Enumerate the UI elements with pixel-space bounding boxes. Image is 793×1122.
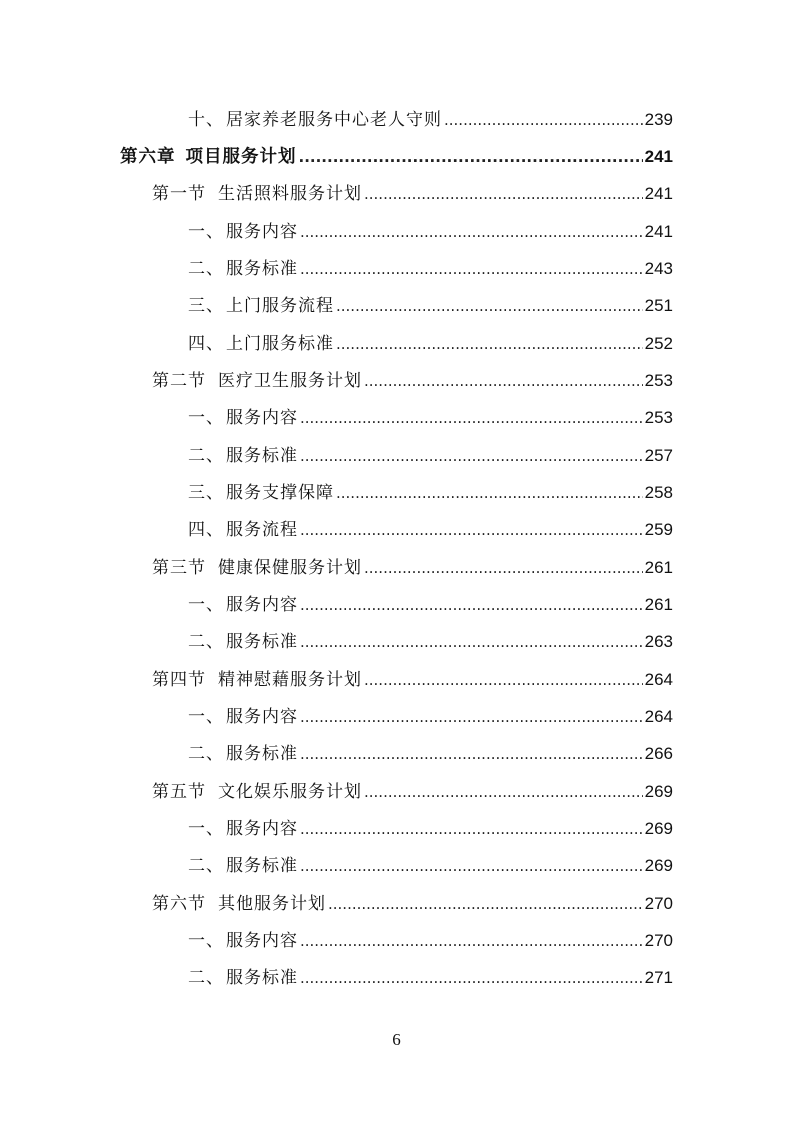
toc-entry-page: 270 bbox=[644, 894, 673, 913]
toc-entry-title: 服务内容 bbox=[226, 707, 298, 727]
toc-entry-page: 243 bbox=[644, 259, 673, 278]
toc-entry-item[interactable] bbox=[188, 627, 673, 657]
toc-entry-page: 261 bbox=[644, 595, 673, 614]
toc-entry-section[interactable] bbox=[152, 665, 673, 695]
toc-entry-title: 服务内容 bbox=[226, 595, 298, 615]
toc-entry-prefix: 第六节 bbox=[152, 894, 206, 914]
toc-entry-page: 241 bbox=[644, 147, 673, 166]
toc-entry-prefix: 二、 bbox=[188, 744, 224, 764]
toc-entry-title: 上门服务流程 bbox=[226, 296, 334, 316]
toc-entry-prefix: 一、 bbox=[188, 222, 224, 242]
toc-entry-section[interactable] bbox=[152, 553, 673, 583]
toc-dot-leader bbox=[364, 179, 643, 209]
toc-dot-leader bbox=[300, 217, 643, 247]
toc-entry-item[interactable] bbox=[188, 926, 673, 956]
toc-dot-leader bbox=[300, 814, 643, 844]
toc-entry-title: 精神慰藉服务计划 bbox=[218, 670, 362, 690]
toc-entry-title: 服务标准 bbox=[226, 259, 298, 279]
toc-dot-leader bbox=[300, 851, 643, 881]
toc-entry-title: 服务流程 bbox=[226, 520, 298, 540]
toc-entry-prefix: 第六章 bbox=[120, 147, 176, 167]
toc-entry-page: 252 bbox=[644, 334, 673, 353]
toc-entry-title: 服务标准 bbox=[226, 856, 298, 876]
toc-entry-page: 258 bbox=[644, 483, 673, 502]
toc-entry-prefix: 一、 bbox=[188, 707, 224, 727]
toc-entry-item[interactable] bbox=[188, 329, 673, 359]
toc-entry-prefix: 二、 bbox=[188, 446, 224, 466]
toc-dot-leader bbox=[364, 777, 643, 807]
toc-entry-title: 其他服务计划 bbox=[218, 894, 326, 914]
toc-dot-leader bbox=[444, 105, 643, 135]
toc-entry-prefix: 十、 bbox=[188, 110, 224, 130]
toc-dot-leader bbox=[300, 627, 643, 657]
toc-entry-prefix: 第三节 bbox=[152, 558, 206, 578]
toc-entry-item[interactable] bbox=[188, 814, 673, 844]
toc-entry-prefix: 三、 bbox=[188, 296, 224, 316]
toc-entry-title: 服务支撑保障 bbox=[226, 483, 334, 503]
toc-entry-page: 266 bbox=[644, 744, 673, 763]
toc-entry-prefix: 一、 bbox=[188, 819, 224, 839]
toc-entry-page: 253 bbox=[644, 408, 673, 427]
toc-entry-item[interactable] bbox=[188, 291, 673, 321]
toc-dot-leader bbox=[300, 590, 643, 620]
toc-entry-section[interactable] bbox=[152, 777, 673, 807]
toc-entry-prefix: 二、 bbox=[188, 632, 224, 652]
toc-dot-leader bbox=[300, 254, 643, 284]
toc-dot-leader bbox=[336, 478, 643, 508]
toc-entry-title: 服务标准 bbox=[226, 744, 298, 764]
toc-entry-page: 264 bbox=[644, 670, 673, 689]
toc-entry-prefix: 二、 bbox=[188, 259, 224, 279]
toc-entry-item[interactable] bbox=[188, 441, 673, 471]
toc-dot-leader bbox=[364, 366, 643, 396]
toc-dot-leader bbox=[300, 441, 643, 471]
toc-entry-item[interactable] bbox=[188, 403, 673, 433]
toc-entry-prefix: 第四节 bbox=[152, 670, 206, 690]
toc-dot-leader bbox=[300, 739, 643, 769]
toc-dot-leader bbox=[300, 963, 643, 993]
toc-dot-leader bbox=[364, 553, 643, 583]
toc-entry-title: 文化娱乐服务计划 bbox=[218, 782, 362, 802]
toc-entry-page: 271 bbox=[644, 968, 673, 987]
toc-entry-title: 上门服务标准 bbox=[226, 334, 334, 354]
toc-dot-leader bbox=[328, 889, 643, 919]
toc-entry-title: 服务标准 bbox=[226, 446, 298, 466]
toc-entry-section[interactable] bbox=[152, 889, 673, 919]
toc-dot-leader bbox=[300, 702, 643, 732]
toc-entry-item[interactable] bbox=[188, 739, 673, 769]
toc-entry-title: 居家养老服务中心老人守则 bbox=[226, 110, 442, 130]
toc-entry-section[interactable] bbox=[152, 179, 673, 209]
toc-entry-item[interactable] bbox=[188, 702, 673, 732]
toc-entry-prefix: 第五节 bbox=[152, 782, 206, 802]
toc-entry-prefix: 第一节 bbox=[152, 184, 206, 204]
toc-entry-section[interactable] bbox=[152, 366, 673, 396]
page-number: 6 bbox=[392, 1030, 401, 1049]
toc-entry-item[interactable] bbox=[188, 515, 673, 545]
toc-dot-leader bbox=[300, 926, 643, 956]
toc-entry-title: 服务内容 bbox=[226, 222, 298, 242]
toc-entry-title: 服务标准 bbox=[226, 632, 298, 652]
toc-entry-title: 服务内容 bbox=[226, 408, 298, 428]
toc-dot-leader bbox=[300, 515, 643, 545]
toc-dot-leader bbox=[364, 665, 643, 695]
toc-entry-page: 241 bbox=[644, 222, 673, 241]
toc-entry-title: 服务内容 bbox=[226, 931, 298, 951]
toc-entry-prefix: 第二节 bbox=[152, 371, 206, 391]
toc-entry-prefix: 一、 bbox=[188, 595, 224, 615]
toc-dot-leader bbox=[300, 403, 643, 433]
toc-entry-page: 261 bbox=[644, 558, 673, 577]
toc-dot-leader bbox=[336, 291, 643, 321]
toc-entry-page: 269 bbox=[644, 856, 673, 875]
toc-entry-title: 健康保健服务计划 bbox=[218, 558, 362, 578]
toc-entry-page: 263 bbox=[644, 632, 673, 651]
toc-entry-item[interactable] bbox=[188, 217, 673, 247]
toc-entry-prefix: 一、 bbox=[188, 408, 224, 428]
toc-entry-page: 253 bbox=[644, 371, 673, 390]
toc-entry-prefix: 四、 bbox=[188, 520, 224, 540]
toc-entry-item[interactable] bbox=[188, 851, 673, 881]
toc-entry-page: 251 bbox=[644, 296, 673, 315]
toc-entry-page: 269 bbox=[644, 819, 673, 838]
toc-entry-page: 269 bbox=[644, 782, 673, 801]
toc-entry-item[interactable] bbox=[188, 478, 673, 508]
toc-entry-prefix: 四、 bbox=[188, 334, 224, 354]
toc-entry-title: 项目服务计划 bbox=[185, 147, 297, 167]
toc-entry-title: 医疗卫生服务计划 bbox=[218, 371, 362, 391]
toc-entry-chapter[interactable] bbox=[120, 142, 673, 172]
toc-entry-title: 服务内容 bbox=[226, 819, 298, 839]
toc-entry-item[interactable] bbox=[188, 254, 673, 284]
toc-entry-prefix: 一、 bbox=[188, 931, 224, 951]
toc-entry-prefix: 二、 bbox=[188, 968, 224, 988]
toc-entry-title: 服务标准 bbox=[226, 968, 298, 988]
toc-entry-page: 239 bbox=[644, 110, 673, 129]
toc-entry-prefix: 三、 bbox=[188, 483, 224, 503]
toc-entry-page: 270 bbox=[644, 931, 673, 950]
toc-entry-item[interactable] bbox=[188, 963, 673, 993]
toc-entry-item[interactable] bbox=[188, 590, 673, 620]
toc-entry-title: 生活照料服务计划 bbox=[218, 184, 362, 204]
toc-dot-leader bbox=[336, 329, 643, 359]
toc-dot-leader bbox=[299, 142, 643, 172]
toc-entry-page: 259 bbox=[644, 520, 673, 539]
toc-entry-item[interactable] bbox=[188, 105, 673, 135]
toc-entry-page: 241 bbox=[644, 184, 673, 203]
toc-entry-prefix: 二、 bbox=[188, 856, 224, 876]
toc-entry-page: 264 bbox=[644, 707, 673, 726]
toc-entry-page: 257 bbox=[644, 446, 673, 465]
